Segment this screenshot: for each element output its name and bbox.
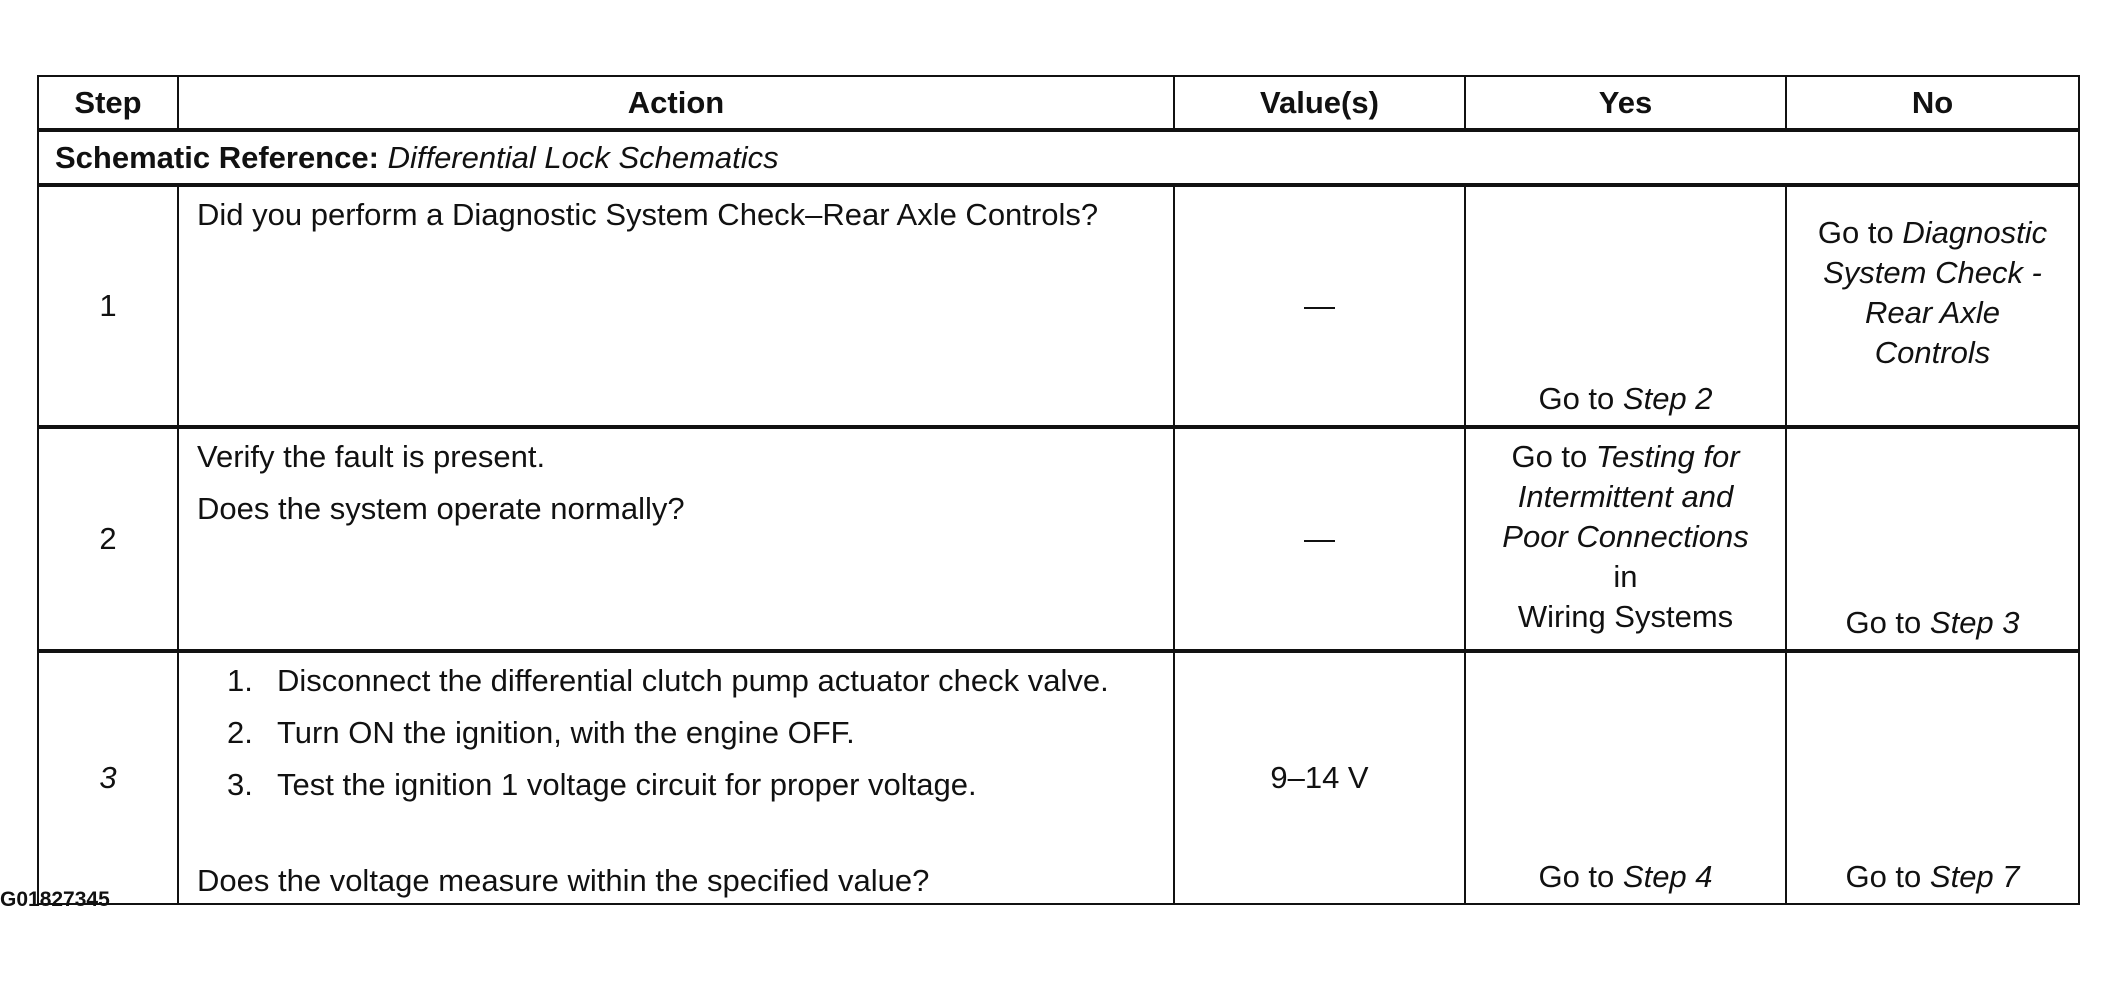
no-target-line: Rear Axle [1865, 295, 2000, 330]
yes-target-line: Intermittent and [1517, 479, 1734, 514]
header-action: Action [178, 76, 1174, 130]
action-text: Did you perform a Diagnostic System Check–Rear Axle Controls? [197, 197, 1099, 232]
yes-suffix-line: Wiring Systems [1517, 599, 1734, 634]
no-target-line: System Check - [1823, 255, 2042, 290]
schematic-reference-link[interactable]: Differential Lock Schematics [387, 139, 779, 175]
yes-link[interactable] [1466, 379, 1785, 419]
step-number: 2 [38, 427, 178, 651]
yes-target: Step 4 [1622, 859, 1713, 894]
no-link[interactable] [1787, 603, 2078, 643]
no-prefix: Go to [1845, 605, 1922, 640]
no-target: Step 3 [1929, 605, 2020, 640]
list-item-number: 1. [227, 663, 253, 698]
no-cell [1786, 651, 2079, 904]
figure-id: G01827345 [0, 888, 110, 911]
yes-prefix: Go to [1538, 859, 1615, 894]
header-step: Step [38, 76, 178, 130]
yes-cell [1465, 651, 1786, 904]
step-number: 3 [38, 651, 178, 904]
header-no: No [1786, 76, 2079, 130]
header-yes: Yes [1465, 76, 1786, 130]
yes-prefix: Go to [1511, 439, 1588, 474]
header-values: Value(s) [1174, 76, 1465, 130]
list-item-text: Test the ignition 1 voltage circuit for proper voltage. [277, 767, 977, 802]
header-row [38, 76, 2079, 130]
list-item-number: 2. [227, 715, 253, 750]
action-cell [178, 185, 1174, 427]
schematic-reference-row [38, 130, 2079, 185]
action-cell [178, 651, 1174, 904]
action-text: Verify the fault is present. [197, 439, 546, 474]
action-cell [178, 427, 1174, 651]
table-row [38, 427, 2079, 651]
yes-suffix-line: in [1613, 559, 1638, 594]
diagnostic-table [37, 75, 2080, 905]
table-row [38, 185, 2079, 427]
yes-cell [1465, 427, 1786, 651]
table-row [38, 651, 2079, 904]
value-cell: — [1174, 427, 1465, 651]
yes-link[interactable] [1466, 857, 1785, 897]
action-steps-list [197, 661, 1159, 805]
schematic-reference-label: Schematic Reference: [55, 139, 379, 175]
yes-link[interactable] [1466, 437, 1785, 637]
list-item-number: 3. [227, 767, 253, 802]
list-item [197, 661, 1159, 701]
yes-prefix: Go to [1538, 381, 1615, 416]
list-item [197, 765, 1159, 805]
yes-target-line: Poor Connections [1502, 519, 1749, 554]
yes-target: Step 2 [1622, 381, 1713, 416]
no-prefix: Go to [1817, 215, 1894, 250]
no-target-line: Controls [1874, 335, 1991, 370]
yes-target-line: Testing for [1595, 439, 1740, 474]
action-question: Does the system operate normally? [197, 491, 685, 526]
yes-cell [1465, 185, 1786, 427]
value-cell: — [1174, 185, 1465, 427]
value-cell: 9–14 V [1174, 651, 1465, 904]
no-target-line: Diagnostic [1902, 215, 2048, 250]
list-item-text: Turn ON the ignition, with the engine OFF. [277, 715, 855, 750]
action-question: Does the voltage measure within the specified value? [197, 863, 930, 898]
step-number: 1 [38, 185, 178, 427]
no-cell [1786, 185, 2079, 427]
no-target: Step 7 [1929, 859, 2020, 894]
no-prefix: Go to [1845, 859, 1922, 894]
list-item [197, 713, 1159, 753]
no-cell [1786, 427, 2079, 651]
no-link[interactable] [1787, 857, 2078, 897]
no-link[interactable] [1787, 213, 2078, 373]
schematic-reference [38, 130, 2079, 185]
list-item-text: Disconnect the differential clutch pump actuator check valve. [277, 663, 1109, 698]
